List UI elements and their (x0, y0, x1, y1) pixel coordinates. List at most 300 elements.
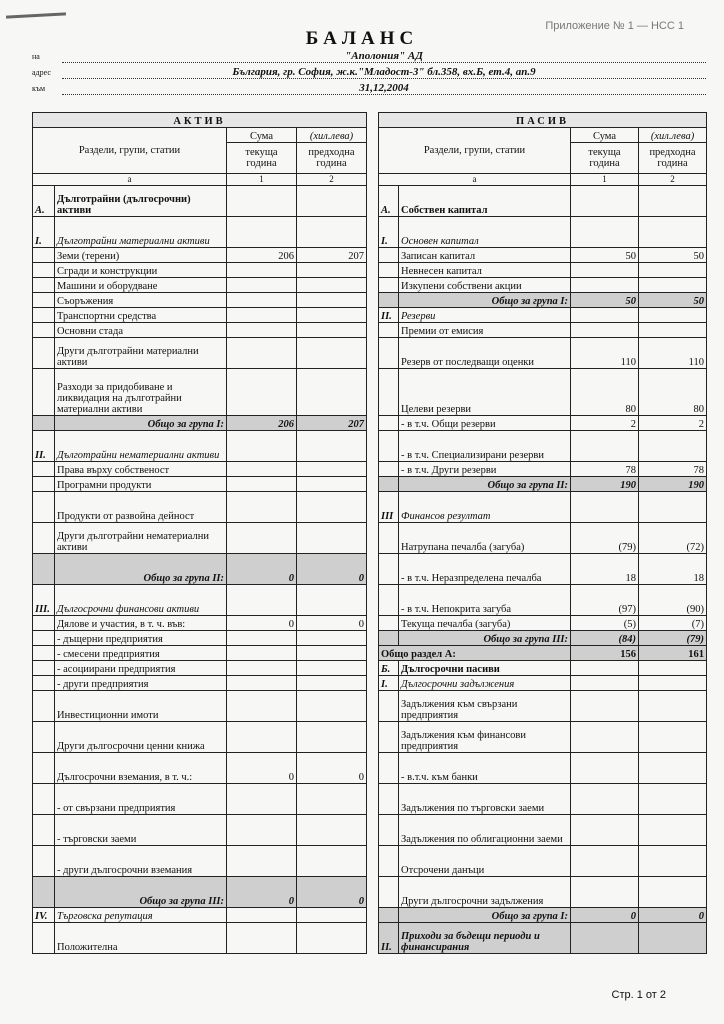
column-current-header: текуща година (571, 143, 639, 174)
report-date: 31,12,2004 (62, 82, 706, 95)
table-row (33, 784, 367, 815)
column-name-header: Раздели, групи, статии (33, 128, 227, 174)
previous-year-value (639, 722, 707, 753)
row-label: Дълготрайни нематериални активи (55, 431, 227, 462)
current-year-value (227, 477, 297, 492)
previous-year-value (297, 293, 367, 308)
current-year-value (227, 908, 297, 923)
form-reference: Приложение № 1 — НСС 1 (545, 20, 684, 32)
row-label: - дъщерни предприятия (55, 631, 227, 646)
previous-year-value: 190 (639, 477, 707, 492)
row-label: Търговска репутация (55, 908, 227, 923)
current-year-value (227, 923, 297, 954)
previous-year-value (297, 323, 367, 338)
current-year-value: 0 (571, 908, 639, 923)
current-year-value: 50 (571, 293, 639, 308)
current-year-value (227, 646, 297, 661)
current-year-value (227, 308, 297, 323)
column-unit-header: (хил.лева) (297, 128, 367, 143)
table-row (379, 523, 707, 554)
table-row (379, 846, 707, 877)
previous-year-value (639, 431, 707, 462)
row-label: Изкупени собствени акции (399, 278, 571, 293)
previous-year-value (639, 923, 707, 954)
row-code (379, 462, 399, 477)
current-year-value (571, 278, 639, 293)
row-code (33, 815, 55, 846)
previous-year-value: 80 (639, 369, 707, 416)
row-label: Инвестиционни имоти (55, 691, 227, 722)
total-row (379, 908, 707, 923)
current-year-value (227, 631, 297, 646)
previous-year-value (297, 908, 367, 923)
previous-year-value (639, 846, 707, 877)
row-label: Приходи за бъдещи периоди и финансирания (399, 923, 571, 954)
row-label: Отсрочени данъци (399, 846, 571, 877)
previous-year-value: (7) (639, 616, 707, 631)
row-code: A. (379, 186, 399, 217)
previous-year-value (297, 462, 367, 477)
current-year-value: 50 (571, 248, 639, 263)
previous-year-value: 207 (297, 248, 367, 263)
row-code (33, 691, 55, 722)
row-label: Текуща печалба (загуба) (399, 616, 571, 631)
row-label: Общо за група II: (399, 477, 571, 492)
column-index-row (379, 174, 707, 186)
current-year-value (571, 308, 639, 323)
row-label: Продукти от развойна дейност (55, 492, 227, 523)
current-year-value (227, 691, 297, 722)
row-label: - в т.ч. Неразпределена печалба (399, 554, 571, 585)
previous-year-value (297, 431, 367, 462)
previous-year-value (297, 661, 367, 676)
row-code (379, 691, 399, 722)
column-index: 1 (227, 174, 297, 186)
current-year-value: 18 (571, 554, 639, 585)
row-code (379, 369, 399, 416)
table-row (379, 691, 707, 722)
row-label: Финансов резултат (399, 492, 571, 523)
table-row (379, 338, 707, 369)
page-number: Стр. 1 от 2 (611, 989, 666, 1001)
row-label: Натрупана печалба (загуба) (399, 523, 571, 554)
row-code (379, 338, 399, 369)
total-row (33, 554, 367, 585)
company-label: на (32, 52, 40, 61)
table-row (33, 263, 367, 278)
page-title: БАЛАНС (305, 28, 419, 49)
row-code (33, 248, 55, 263)
row-code (33, 492, 55, 523)
current-year-value: 190 (571, 477, 639, 492)
row-label: Други дългосрочни ценни книжа (55, 722, 227, 753)
table-row (379, 369, 707, 416)
row-code (33, 278, 55, 293)
current-year-value (227, 815, 297, 846)
row-label: Общо за група III: (55, 877, 227, 908)
current-year-value (571, 263, 639, 278)
column-current-header: текуща година (227, 143, 297, 174)
date-label: към (32, 84, 46, 93)
previous-year-value (639, 263, 707, 278)
previous-year-value (297, 923, 367, 954)
current-year-value: (97) (571, 585, 639, 616)
table-row (33, 585, 367, 616)
table-row (379, 585, 707, 616)
current-year-value (571, 186, 639, 217)
previous-year-value (297, 585, 367, 616)
column-header-row (33, 128, 367, 143)
row-label: - в т.ч. Специализирани резерви (399, 431, 571, 462)
row-label: Невнесен капитал (399, 263, 571, 278)
row-label: Задължения по търговски заеми (399, 784, 571, 815)
row-label: Целеви резерви (399, 369, 571, 416)
section-header-row (379, 113, 707, 128)
table-row (379, 877, 707, 908)
previous-year-value (639, 278, 707, 293)
table-row (33, 722, 367, 753)
row-code (33, 416, 55, 431)
column-unit-header: (хил.лева) (639, 128, 707, 143)
row-code (33, 308, 55, 323)
row-code (33, 293, 55, 308)
table-row (379, 722, 707, 753)
current-year-value (571, 431, 639, 462)
table-row (33, 661, 367, 676)
row-label: Дялове и участия, в т. ч. във: (55, 616, 227, 631)
table-row (379, 263, 707, 278)
current-year-value (571, 661, 639, 676)
current-year-value: 0 (227, 877, 297, 908)
previous-year-value (639, 691, 707, 722)
table-row (379, 462, 707, 477)
row-label: Дългосрочни задължения (399, 676, 571, 691)
row-label: Транспортни средства (55, 308, 227, 323)
previous-year-value: 50 (639, 248, 707, 263)
current-year-value (227, 523, 297, 554)
column-index: 2 (297, 174, 367, 186)
table-row (379, 646, 707, 661)
previous-year-value (639, 753, 707, 784)
row-label: Общо за група II: (55, 554, 227, 585)
row-code (379, 631, 399, 646)
previous-year-value: 0 (297, 554, 367, 585)
row-label: - други предприятия (55, 676, 227, 691)
table-row (379, 416, 707, 431)
row-code (379, 248, 399, 263)
section-title: АКТИВ (33, 113, 367, 128)
row-code (379, 753, 399, 784)
row-label: Други дълготрайни материални активи (55, 338, 227, 369)
row-label: Дълготрайни материални активи (55, 217, 227, 248)
row-code: I. (379, 217, 399, 248)
total-row (379, 293, 707, 308)
current-year-value (571, 722, 639, 753)
table-row (379, 431, 707, 462)
row-label: Дълготрайни (дългосрочни) активи (55, 186, 227, 217)
column-sum-header: Сума (571, 128, 639, 143)
column-index: 2 (639, 174, 707, 186)
previous-year-value (639, 308, 707, 323)
row-label: - други дългосрочни вземания (55, 846, 227, 877)
previous-year-value (297, 691, 367, 722)
row-code (379, 278, 399, 293)
current-year-value (571, 492, 639, 523)
current-year-value (571, 753, 639, 784)
row-code (379, 554, 399, 585)
previous-year-value: 18 (639, 554, 707, 585)
row-code (33, 784, 55, 815)
row-code (379, 477, 399, 492)
table-row (379, 217, 707, 248)
scan-mark (6, 12, 66, 18)
current-year-value (227, 338, 297, 369)
previous-year-value (639, 784, 707, 815)
row-code: III. (33, 585, 55, 616)
row-label: Общо раздел А: (379, 646, 571, 661)
row-code (33, 338, 55, 369)
previous-year-value: 0 (639, 908, 707, 923)
previous-year-value (639, 877, 707, 908)
previous-year-value: 50 (639, 293, 707, 308)
current-year-value (571, 784, 639, 815)
current-year-value (227, 722, 297, 753)
table-row (33, 523, 367, 554)
row-label: Дългосрочни пасиви (399, 661, 571, 676)
table-row (33, 846, 367, 877)
column-previous-header: предходна година (639, 143, 707, 174)
previous-year-value (297, 338, 367, 369)
current-year-value (571, 676, 639, 691)
previous-year-value: (72) (639, 523, 707, 554)
table-row (33, 923, 367, 954)
current-year-value (227, 846, 297, 877)
total-row (33, 877, 367, 908)
address-row (32, 66, 706, 80)
previous-year-value (297, 646, 367, 661)
column-previous-header: предходна година (297, 143, 367, 174)
column-header-row (379, 128, 707, 143)
section-title: ПАСИВ (379, 113, 707, 128)
row-code (379, 722, 399, 753)
row-label: - от свързани предприятия (55, 784, 227, 815)
row-label: Програмни продукти (55, 477, 227, 492)
row-code: II. (379, 308, 399, 323)
row-label: - в т.ч. Непокрита загуба (399, 585, 571, 616)
row-code (379, 616, 399, 631)
row-label: Машини и оборудване (55, 278, 227, 293)
current-year-value (227, 784, 297, 815)
current-year-value (227, 217, 297, 248)
row-code (33, 477, 55, 492)
previous-year-value: (79) (639, 631, 707, 646)
row-code: A. (33, 186, 55, 217)
row-code (33, 631, 55, 646)
row-code (33, 263, 55, 278)
row-code (379, 784, 399, 815)
table-row (33, 278, 367, 293)
previous-year-value (639, 815, 707, 846)
column-index: а (33, 174, 227, 186)
table-row (33, 186, 367, 217)
row-code (379, 323, 399, 338)
row-label: Резерв от последващи оценки (399, 338, 571, 369)
previous-year-value (297, 186, 367, 217)
current-year-value (227, 492, 297, 523)
row-code (33, 554, 55, 585)
current-year-value: (84) (571, 631, 639, 646)
column-index-row (33, 174, 367, 186)
previous-year-value: 0 (297, 616, 367, 631)
current-year-value (227, 676, 297, 691)
current-year-value: 80 (571, 369, 639, 416)
liabilities-table (378, 112, 707, 954)
previous-year-value (639, 323, 707, 338)
section-header-row (33, 113, 367, 128)
row-label: Дългосрочни финансови активи (55, 585, 227, 616)
row-label: Други дълготрайни нематериални активи (55, 523, 227, 554)
row-code (33, 616, 55, 631)
table-row (33, 908, 367, 923)
row-label: Задължения по облигационни заеми (399, 815, 571, 846)
row-label: - смесени предприятия (55, 646, 227, 661)
column-sum-header: Сума (227, 128, 297, 143)
table-row (379, 308, 707, 323)
row-label: - асоциирани предприятия (55, 661, 227, 676)
row-label: Основен капитал (399, 217, 571, 248)
row-code (379, 877, 399, 908)
current-year-value: 206 (227, 416, 297, 431)
row-code: IV. (33, 908, 55, 923)
row-code: II. (33, 431, 55, 462)
previous-year-value (639, 492, 707, 523)
table-row (33, 369, 367, 416)
row-code (379, 523, 399, 554)
current-year-value: 0 (227, 753, 297, 784)
current-year-value (571, 815, 639, 846)
previous-year-value (297, 815, 367, 846)
previous-year-value: 207 (297, 416, 367, 431)
current-year-value: 2 (571, 416, 639, 431)
current-year-value (571, 691, 639, 722)
table-row (379, 676, 707, 691)
table-row (33, 691, 367, 722)
current-year-value: 206 (227, 248, 297, 263)
row-label: Сгради и конструкции (55, 263, 227, 278)
row-label: Съоръжения (55, 293, 227, 308)
total-row (379, 477, 707, 492)
row-label: Общо за група III: (399, 631, 571, 646)
previous-year-value (297, 217, 367, 248)
total-row (379, 631, 707, 646)
previous-year-value: 110 (639, 338, 707, 369)
table-row (33, 217, 367, 248)
row-code (379, 263, 399, 278)
table-row (33, 323, 367, 338)
previous-year-value: (90) (639, 585, 707, 616)
table-row (33, 477, 367, 492)
row-code (379, 431, 399, 462)
row-label: Дългосрочни вземания, в т. ч.: (55, 753, 227, 784)
column-index: 1 (571, 174, 639, 186)
current-year-value (227, 293, 297, 308)
previous-year-value (639, 676, 707, 691)
previous-year-value (297, 492, 367, 523)
current-year-value: (5) (571, 616, 639, 631)
table-row (379, 278, 707, 293)
row-code (379, 585, 399, 616)
row-code: I. (33, 217, 55, 248)
current-year-value (227, 369, 297, 416)
date-row (32, 82, 706, 96)
row-code: II. (379, 923, 399, 954)
row-code (379, 846, 399, 877)
row-label: Разходи за придобиване и ликвидация на дълготрайни материални активи (55, 369, 227, 416)
row-code (33, 661, 55, 676)
table-row (379, 815, 707, 846)
table-row (379, 492, 707, 523)
table-row (33, 676, 367, 691)
table-row (379, 323, 707, 338)
previous-year-value: 0 (297, 877, 367, 908)
current-year-value (571, 923, 639, 954)
table-row (33, 338, 367, 369)
current-year-value (227, 263, 297, 278)
table-row (33, 462, 367, 477)
current-year-value: 78 (571, 462, 639, 477)
table-row (33, 631, 367, 646)
current-year-value (227, 323, 297, 338)
previous-year-value (639, 661, 707, 676)
previous-year-value (297, 477, 367, 492)
row-label: Общо за група I: (55, 416, 227, 431)
row-label: - в.т.ч. към банки (399, 753, 571, 784)
current-year-value: 110 (571, 338, 639, 369)
current-year-value (227, 462, 297, 477)
table-row (33, 293, 367, 308)
table-row (33, 248, 367, 263)
company-name: "Аполония" АД (62, 50, 706, 63)
row-code (33, 753, 55, 784)
table-row (379, 923, 707, 954)
current-year-value (571, 323, 639, 338)
table-row (379, 248, 707, 263)
current-year-value (571, 877, 639, 908)
row-label: Собствен капитал (399, 186, 571, 217)
table-row (379, 554, 707, 585)
previous-year-value: 2 (639, 416, 707, 431)
current-year-value (227, 585, 297, 616)
current-year-value: 0 (227, 554, 297, 585)
address-label: адрес (32, 68, 51, 77)
table-row (33, 308, 367, 323)
previous-year-value (297, 523, 367, 554)
row-label: Положителна (55, 923, 227, 954)
row-label: - в т.ч. Общи резерви (399, 416, 571, 431)
row-code (33, 323, 55, 338)
row-label: - търговски заеми (55, 815, 227, 846)
current-year-value (227, 661, 297, 676)
previous-year-value (297, 722, 367, 753)
row-label: Общо за група I: (399, 293, 571, 308)
row-code: Б. (379, 661, 399, 676)
current-year-value (227, 186, 297, 217)
row-code (33, 676, 55, 691)
previous-year-value (297, 784, 367, 815)
column-name-header: Раздели, групи, статии (379, 128, 571, 174)
column-index: а (379, 174, 571, 186)
row-code (33, 923, 55, 954)
